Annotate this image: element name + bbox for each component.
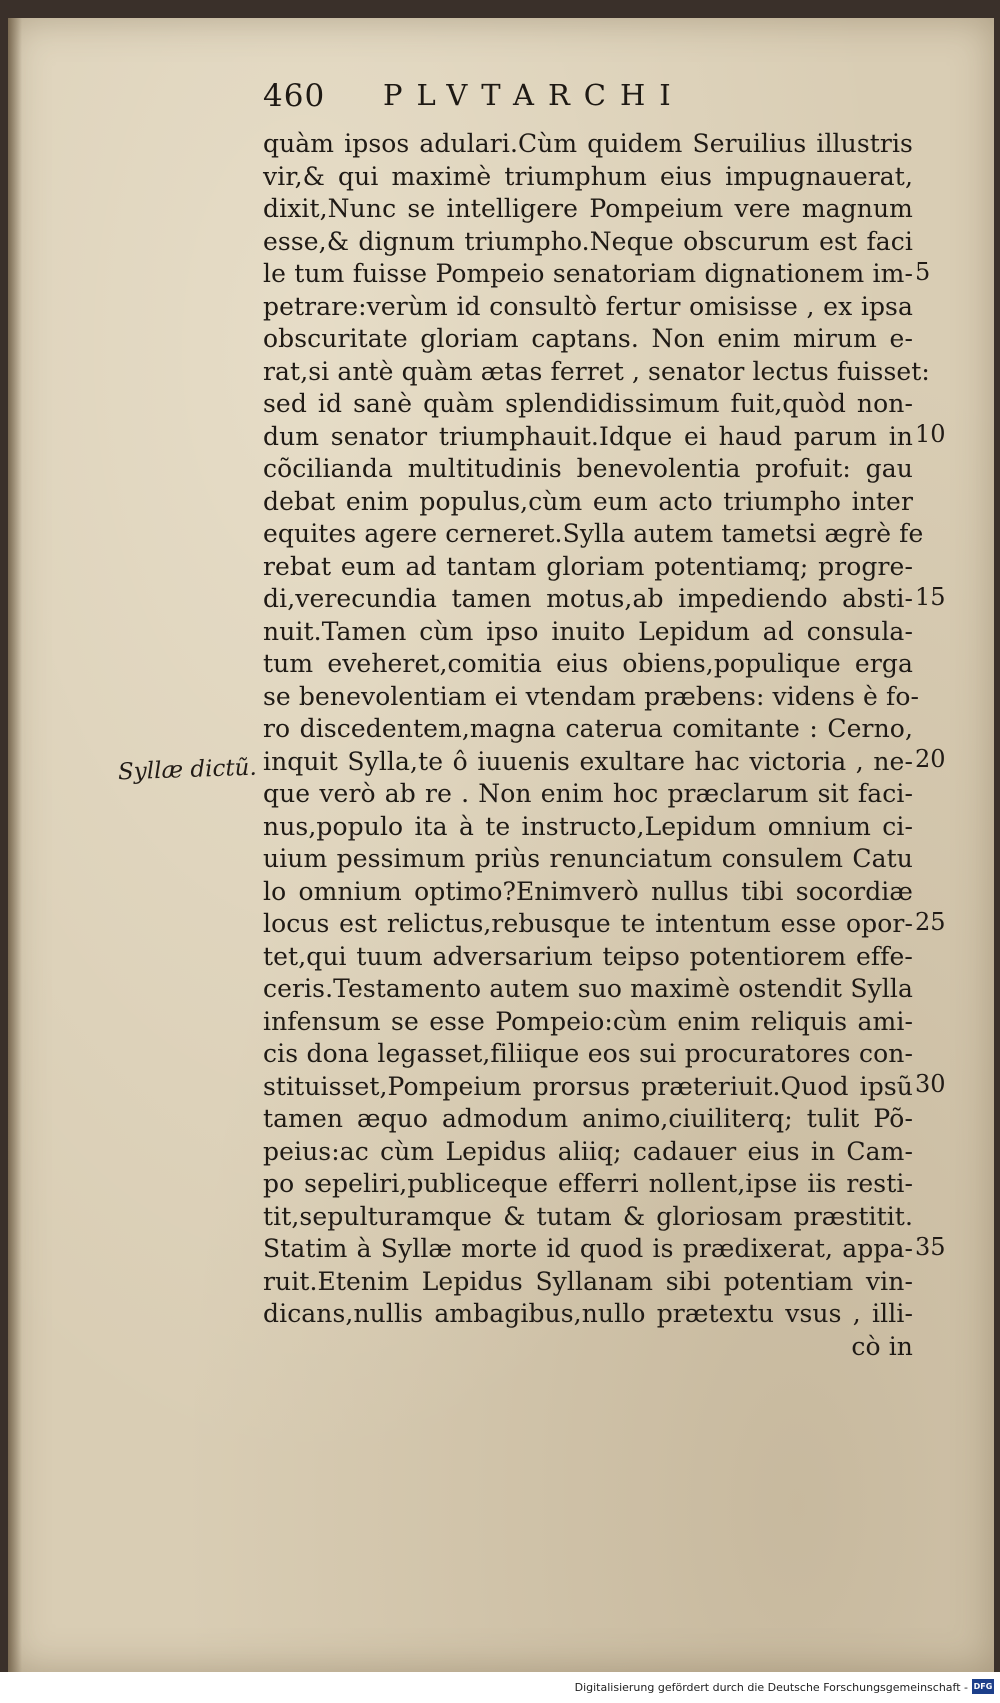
line-number: 5 bbox=[915, 258, 931, 286]
text-line: dicans,nullis ambagibus,nullo prætextu vsus , illi- bbox=[263, 1299, 913, 1328]
text-line: infensum se esse Pompeio:cùm enim reliquis ami- bbox=[263, 1006, 913, 1036]
text-line: tit,sepulturamque & tutam & gloriosam præstitit. bbox=[263, 1201, 913, 1231]
text-line: tum eveheret,comitia eius obiens,populique erga bbox=[263, 649, 913, 678]
line-number: 35 bbox=[915, 1233, 946, 1261]
line-number: 30 bbox=[915, 1070, 946, 1098]
page-number: 460 bbox=[263, 78, 326, 114]
text-line: petrare:verùm id consultò fertur omisisse , ex ipsa bbox=[263, 291, 913, 321]
margin-note: Syllæ dictũ. bbox=[117, 754, 258, 786]
line-number: 25 bbox=[915, 908, 946, 936]
text-line: rat,si antè quàm ætas ferret , senator lectus fuisset: bbox=[263, 356, 930, 386]
text-line: di,verecundia tamen motus,ab impediendo absti- bbox=[263, 584, 913, 613]
text-line: locus est relictus,rebusque te intentum esse opor- bbox=[263, 909, 913, 938]
page-edge-shadow bbox=[8, 18, 22, 1672]
text-line: uium pessimum priùs renunciatum consulem Catu bbox=[263, 844, 913, 873]
text-line: le tum fuisse Pompeio senatoriam dignationem im- bbox=[263, 259, 913, 288]
text-line: inquit Sylla,te ô iuuenis exultare hac victoria , ne- bbox=[263, 746, 913, 776]
text-line: cis dona legasset,filiique eos sui procuratores con- bbox=[263, 1039, 913, 1068]
line-number: 20 bbox=[915, 745, 946, 773]
text-line: po sepeliri,publiceque efferri nollent,ipse iis resti- bbox=[263, 1169, 913, 1198]
text-line: se benevolentiam ei vtendam præbens: videns è fo- bbox=[263, 681, 920, 711]
text-line: que verò ab re . Non enim hoc præclarum sit faci- bbox=[263, 779, 913, 808]
text-line: dixit,Nunc se intelligere Pompeium vere magnum bbox=[263, 194, 913, 223]
text-line: quàm ipsos adulari.Cùm quidem Seruilius illustris bbox=[263, 129, 913, 158]
footer-credit: Digitalisierung gefördert durch die Deutsche Forschungsgemeinschaft - bbox=[574, 1681, 968, 1694]
page-header bbox=[263, 78, 763, 128]
text-line: stituisset,Pompeium prorsus præteriuit.Quod ipsũ bbox=[263, 1071, 913, 1101]
text-line: cõcilianda multitudinis benevolentia profuit: gau bbox=[263, 454, 913, 483]
text-line: tamen æquo admodum animo,ciuiliterq; tulit Põ- bbox=[263, 1104, 913, 1133]
line-number: 10 bbox=[915, 420, 946, 448]
text-line: dum senator triumphauit.Idque ei haud parum in bbox=[263, 421, 913, 451]
text-line: obscuritate gloriam captans. Non enim mirum e- bbox=[263, 324, 913, 353]
text-line: ruit.Etenim Lepidus Syllanam sibi potentiam vin- bbox=[263, 1266, 913, 1296]
text-line: debat enim populus,cùm eum acto triumpho inter bbox=[263, 486, 913, 516]
dfg-logo: DFG bbox=[972, 1679, 994, 1694]
text-line: tet,qui tuum adversarium teipso potentiorem effe- bbox=[263, 941, 913, 971]
text-line: esse,& dignum triumpho.Neque obscurum est faci bbox=[263, 226, 913, 256]
text-line: peius:ac cùm Lepidus aliiq; cadauer eius in Cam- bbox=[263, 1136, 913, 1166]
text-line: lo omnium optimo?Enimverò nullus tibi socordiæ bbox=[263, 876, 913, 906]
catchword-line: cò in bbox=[851, 1331, 913, 1361]
body-text bbox=[263, 128, 930, 1363]
line-number: 15 bbox=[915, 583, 946, 611]
text-line: ceris.Testamento autem suo maximè ostendit Sylla bbox=[263, 974, 913, 1003]
text-line: vir,& qui maximè triumphum eius impugnauerat, bbox=[263, 161, 913, 191]
running-head: PLVTARCHI bbox=[383, 78, 685, 112]
footer-bar bbox=[0, 1672, 1000, 1703]
text-line: nuit.Tamen cùm ipso inuito Lepidum ad consula- bbox=[263, 616, 913, 646]
text-line: nus,populo ita à te instructo,Lepidum omnium ci- bbox=[263, 811, 913, 841]
text-line: rebat eum ad tantam gloriam potentiamq; progre- bbox=[263, 551, 913, 581]
text-line: sed id sanè quàm splendidissimum fuit,quòd non- bbox=[263, 389, 913, 418]
text-line: equites agere cerneret.Sylla autem tametsi ægrè fe bbox=[263, 519, 924, 548]
text-line: Statim à Syllæ morte id quod is prædixerat, appa- bbox=[263, 1234, 913, 1263]
text-line: ro discedentem,magna caterua comitante : Cerno, bbox=[263, 714, 913, 743]
